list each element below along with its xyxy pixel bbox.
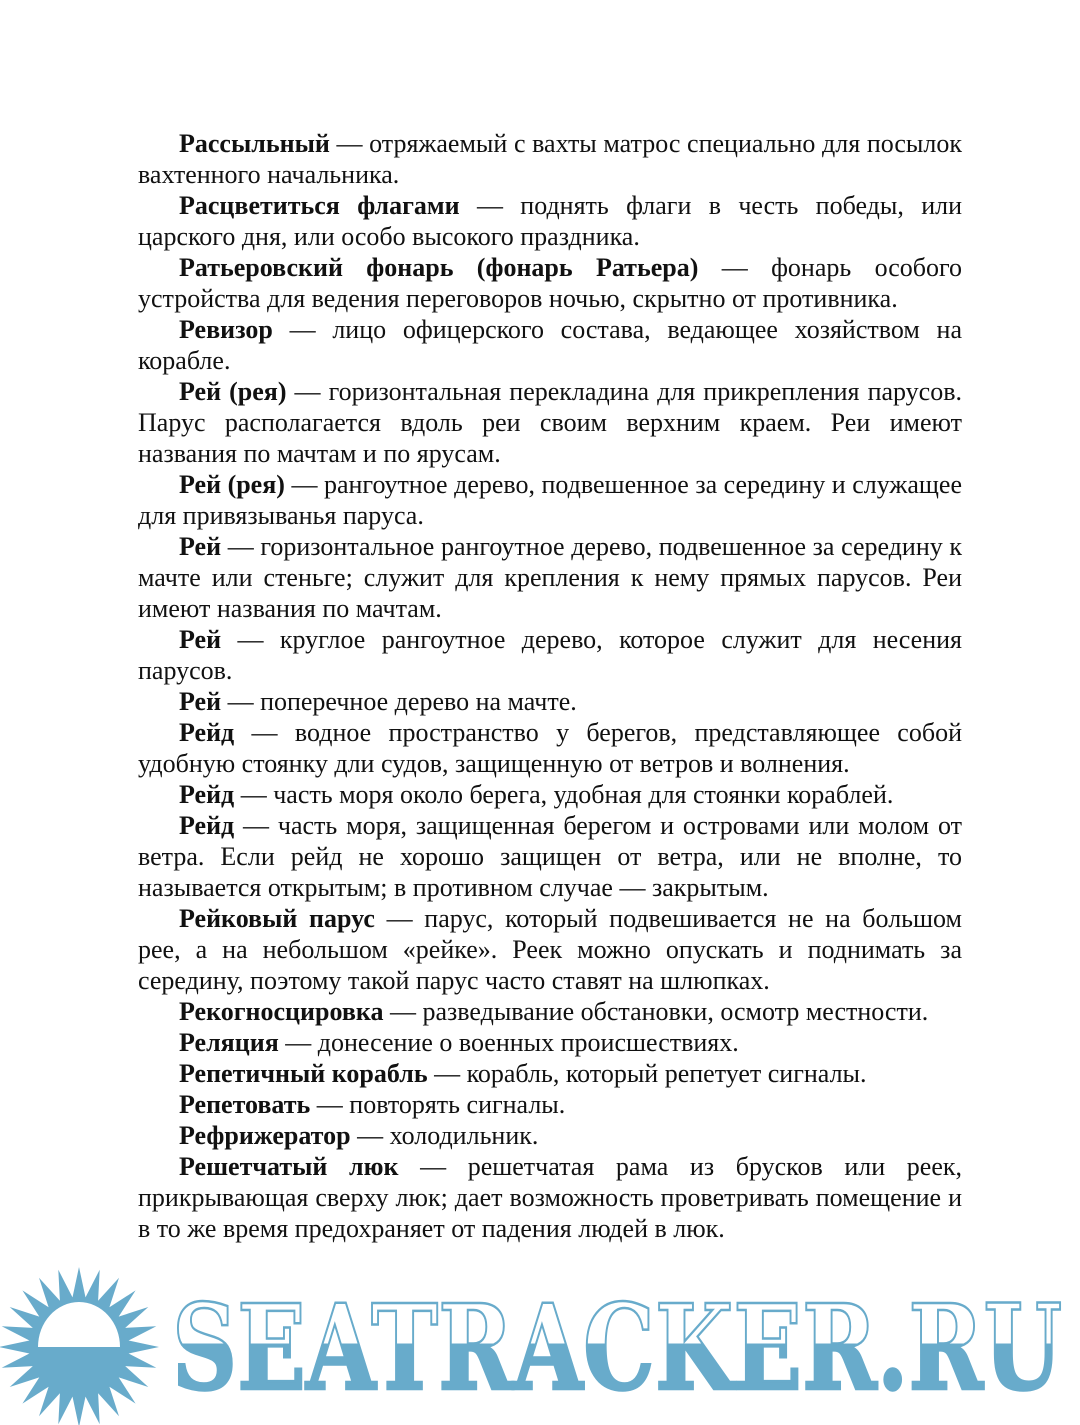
entry-definition: — горизонтальное рангоутное дерево, подвешенное за середину к мачте или стеньге; служит для крепления к нему прямых парусов. Реи имеют названия по мачтам. xyxy=(138,532,962,623)
logo-text: SEATRACKER.RU xyxy=(172,1278,1062,1417)
sun-icon xyxy=(0,1267,159,1425)
entry-definition: — отряжаемый с вахты матрос специально для посылок вахтенного начальника. xyxy=(138,129,962,189)
entry-definition: — донесение о военных происшествиях. xyxy=(278,1028,739,1057)
entry-definition: — водное пространство у берегов, представляющее собой удобную стоянку дли судов, защищенную от ветров и волнения. xyxy=(138,718,962,778)
glossary-entry xyxy=(138,1151,962,1244)
entry-term: Рассыльный xyxy=(179,129,330,158)
entry-definition: — разведывание обстановки, осмотр местности. xyxy=(383,997,929,1026)
glossary-entry xyxy=(138,1027,962,1058)
entry-term: Рей xyxy=(179,687,222,716)
entry-term: Рейд xyxy=(179,718,235,747)
glossary-entry xyxy=(138,810,962,903)
entry-term: Рей xyxy=(179,532,222,561)
entry-term: Рейд xyxy=(179,780,235,809)
entry-definition: — рангоутное дерево, подвешенное за середину и служащее для привязыванья паруса. xyxy=(138,470,962,530)
glossary-entry xyxy=(138,624,962,686)
entry-definition: — холодильник. xyxy=(350,1121,539,1150)
entry-term: Рейд xyxy=(179,811,235,840)
glossary-entry xyxy=(138,1058,962,1089)
glossary-entry xyxy=(138,252,962,314)
entry-term: Репетичный корабль xyxy=(179,1059,428,1088)
entry-definition: — решетчатая рама из брусков или реек, прикрывающая сверху люк; дает возможность проветривать помещение и в то же время предохраняет от падения людей в люк. xyxy=(138,1152,962,1243)
glossary-text xyxy=(138,128,962,1244)
glossary-entry xyxy=(138,469,962,531)
entry-term: Рефрижератор xyxy=(179,1121,351,1150)
entry-definition: — лицо офицерского состава, ведающее хозяйством на корабле. xyxy=(138,315,962,375)
entry-term: Рекогносцировка xyxy=(179,997,384,1026)
glossary-entry xyxy=(138,903,962,996)
glossary-entry xyxy=(138,190,962,252)
glossary-entry xyxy=(138,1089,962,1120)
glossary-entry xyxy=(138,717,962,779)
glossary-entry xyxy=(138,314,962,376)
glossary-entry xyxy=(138,686,962,717)
entry-definition: — горизонтальная перекладина для прикрепления парусов. Парус располагается вдоль реи своим верхним краем. Реи имеют названия по мачтам и по ярусам. xyxy=(138,377,962,468)
entry-term: Рей (рея) xyxy=(179,470,285,499)
entry-definition: — фонарь особого устройства для ведения переговоров ночью, скрытно от противника. xyxy=(138,253,963,313)
glossary-entry xyxy=(138,996,962,1027)
entry-definition: — поднять флаги в честь победы, или царского дня, или особо высокого праздника. xyxy=(138,191,962,251)
entry-term: Реляция xyxy=(179,1028,279,1057)
entry-term: Репетовать xyxy=(179,1090,311,1119)
entry-term: Рей xyxy=(179,625,222,654)
seatracker-logo[interactable] xyxy=(0,1262,1080,1425)
entry-term: Ревизор xyxy=(179,315,273,344)
entry-definition: — парус, который подвешивается не на большом рее, а на небольшом «рейке». Реек можно опускать и поднимать за середину, поэтому такой парус часто ставят на шлюпках. xyxy=(138,904,963,995)
entry-term: Решетчатый люк xyxy=(179,1152,399,1181)
entry-definition: — корабль, который репетует сигналы. xyxy=(427,1059,867,1088)
glossary-entry xyxy=(138,1120,962,1151)
entry-definition: — поперечное дерево на мачте. xyxy=(221,687,577,716)
glossary-entry xyxy=(138,128,962,190)
entry-definition: — часть моря, защищенная берегом и островами или молом от ветра. Если рейд не хорошо защищен от ветра, или не вполне, то называется открытым; в противном случае — закрытым. xyxy=(138,811,962,902)
entry-definition: — часть моря около берега, удобная для стоянки кораблей. xyxy=(234,780,894,809)
glossary-entry xyxy=(138,531,962,624)
entry-definition: — повторять сигналы. xyxy=(310,1090,566,1119)
entry-term: Ратьеровский фонарь (фонарь Ратьера) xyxy=(179,253,699,282)
entry-term: Рейковый парус xyxy=(179,904,375,933)
entry-term: Расцветиться флагами xyxy=(179,191,460,220)
entry-definition: — круглое рангоутное дерево, которое служит для несения парусов. xyxy=(138,625,962,685)
glossary-entry xyxy=(138,779,962,810)
entry-term: Рей (рея) xyxy=(179,377,287,406)
glossary-entry xyxy=(138,376,962,469)
